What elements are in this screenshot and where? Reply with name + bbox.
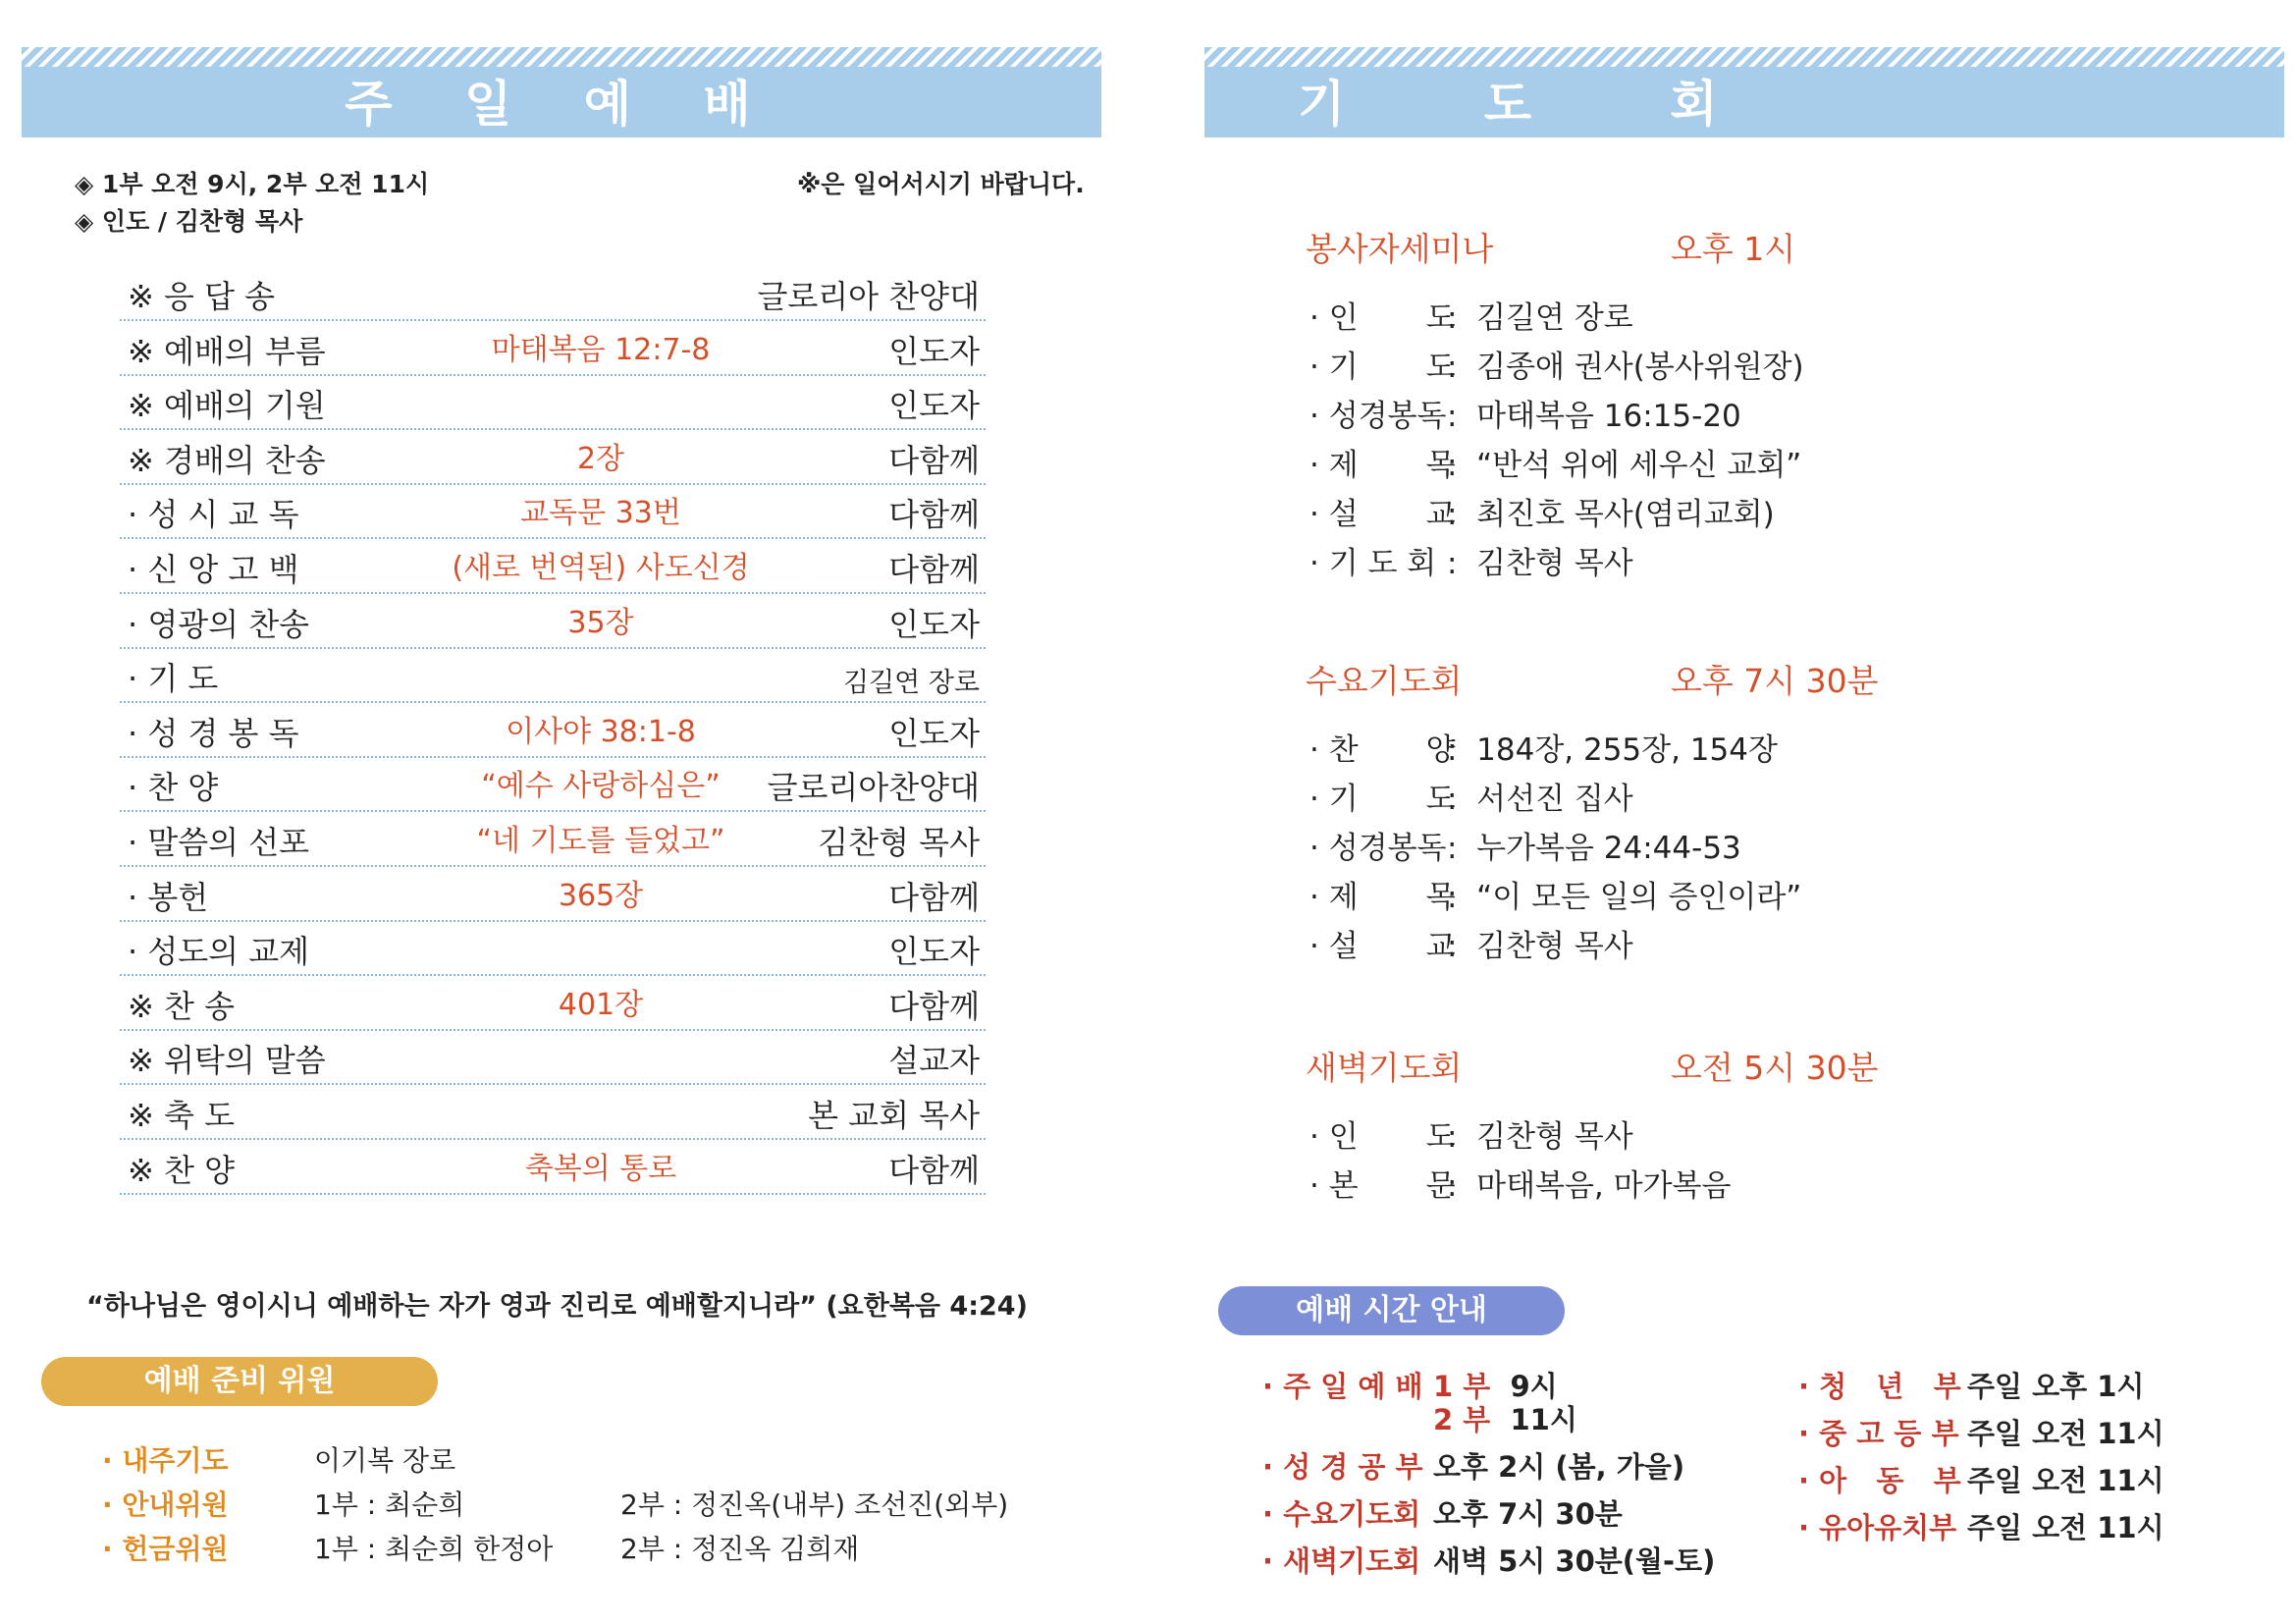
prayer-title: 기 도 회 [1298, 76, 1779, 133]
prayer-item [1309, 342, 1804, 386]
prayer-item [1309, 725, 1778, 769]
order-item-leader: 설교자 [888, 1042, 980, 1080]
schedule-item [1798, 1412, 2164, 1452]
schedule-value: 주일 오후 1시 [1967, 1370, 2145, 1403]
order-item-leader: 글로리아찬양대 [767, 769, 980, 807]
committee-part1: 1부 : 최순희 [314, 1489, 465, 1521]
schedule-pill [1218, 1286, 1565, 1335]
worship-info-1: ◈ 1부 오전 9시, 2부 오전 11시 [75, 170, 430, 198]
prayer-section-name: 새벽기도회 [1306, 1049, 1463, 1087]
prayer-item-value: : 마태복음, 마가복음 [1447, 1168, 1732, 1204]
prayer-item-value: : 김찬형 목사 [1447, 1119, 1633, 1155]
prayer-item-label: · 제 목 [1309, 880, 1456, 915]
order-item-leader: 인도자 [888, 387, 980, 425]
schedule-value: 주일 오전 11시 [1967, 1511, 2164, 1544]
order-item-leader: 다함께 [888, 1151, 980, 1189]
prayer-item [1309, 538, 1633, 582]
schedule-value: 주일 오전 11시 [1967, 1417, 2164, 1450]
order-row [120, 756, 986, 812]
order-row [120, 866, 986, 922]
schedule-item [1798, 1506, 2164, 1546]
order-row [120, 975, 986, 1031]
prayer-item-label: · 기 도 회 [1309, 546, 1437, 581]
prayer-item-label: · 기 도 [1309, 782, 1456, 817]
banner-stripe [1204, 47, 2284, 67]
prayer-item-label: · 설 교 [1309, 929, 1456, 964]
committee-pill [41, 1357, 438, 1406]
committee-label: · 내주기도 [102, 1444, 229, 1477]
prayer-section-time: 오후 7시 30분 [1671, 662, 1879, 700]
order-row [120, 593, 986, 649]
schedule-item [1262, 1445, 1684, 1486]
committee-part2: 2부 : 정진옥 김희재 [620, 1533, 860, 1565]
order-item-leader: 김찬형 목사 [818, 824, 980, 861]
prayer-item-value: : 184장, 255장, 154장 [1447, 732, 1778, 768]
prayer-section-time: 오후 1시 [1671, 230, 1796, 268]
order-row [120, 320, 986, 376]
prayer-section-name: 수요기도회 [1306, 662, 1463, 700]
committee-label: · 헌금위원 [102, 1533, 229, 1565]
schedule-part-time: 9시 [1490, 1370, 1558, 1403]
order-item-detail: 이사야 38:1-8 [506, 714, 696, 749]
order-item-name: · 성 시 교 독 [128, 496, 299, 534]
worship-title: 주 일 예 배 [345, 76, 778, 133]
prayer-item-value: : “반석 위에 세우신 교회” [1447, 448, 1802, 483]
worship-banner [22, 47, 1101, 137]
order-item-detail: 35장 [567, 605, 634, 640]
prayer-section-time: 오전 5시 30분 [1671, 1049, 1879, 1087]
prayer-item [1309, 489, 1775, 533]
schedule-label: · 수요기도회 [1262, 1497, 1421, 1531]
prayer-item-value: : 누가복음 24:44-53 [1447, 831, 1741, 866]
prayer-item-value: : 마태복음 16:15-20 [1447, 399, 1741, 434]
schedule-label: · 아 동 부 [1798, 1464, 1961, 1497]
prayer-item [1309, 823, 1741, 867]
order-row [120, 1139, 986, 1195]
prayer-item-value: : 최진호 목사(염리교회) [1447, 497, 1775, 532]
order-item-name: ※ 위탁의 말씀 [128, 1042, 326, 1080]
prayer-item [1309, 921, 1633, 965]
order-item-detail: 마태복음 12:7-8 [491, 332, 711, 367]
prayer-item [1309, 293, 1633, 337]
worship-note: ※은 일어서시기 바랍니다. [797, 170, 1085, 198]
order-item-name: · 성 경 봉 독 [128, 714, 299, 752]
schedule-item [1262, 1492, 1623, 1533]
schedule-part-time: 11시 [1490, 1403, 1577, 1436]
order-item-name: ※ 축 도 [128, 1097, 235, 1134]
banner-stripe [22, 47, 1101, 67]
order-item-detail: 401장 [558, 987, 644, 1022]
prayer-item-label: · 설 교 [1309, 497, 1456, 532]
prayer-section-name: 봉사자세미나 [1306, 230, 1494, 268]
order-item-leader: 인도자 [888, 714, 980, 752]
prayer-item-value: : 김찬형 목사 [1447, 929, 1633, 964]
prayer-item-label: · 본 문 [1309, 1168, 1456, 1204]
order-item-detail: 교독문 33번 [520, 496, 681, 531]
schedule-value: 새벽 5시 30분(월-토) [1433, 1544, 1716, 1578]
schedule-item [1262, 1398, 1577, 1438]
order-item-name: · 신 앙 고 백 [128, 551, 299, 588]
order-item-leader: 다함께 [888, 441, 980, 479]
order-row [120, 920, 986, 976]
prayer-item-label: · 기 도 [1309, 350, 1456, 385]
order-item-leader: 다함께 [888, 987, 980, 1025]
order-row [120, 811, 986, 867]
order-row [120, 265, 986, 321]
schedule-title: 예배 시간 안내 [1296, 1293, 1487, 1327]
prayer-item [1309, 391, 1741, 435]
worship-info-2: ◈ 인도 / 김찬형 목사 [75, 207, 303, 236]
order-item-name: ※ 예배의 기원 [128, 387, 326, 425]
committee-part1: 이기복 장로 [314, 1444, 456, 1477]
schedule-label: · 성 경 공 부 [1262, 1450, 1423, 1484]
order-row [120, 647, 986, 703]
order-row [120, 374, 986, 430]
order-item-leader: 인도자 [888, 332, 980, 370]
schedule-part-label: 1 부 [1433, 1370, 1491, 1403]
committee-title: 예배 준비 위원 [143, 1364, 336, 1398]
order-item-name: · 찬 양 [128, 769, 219, 807]
schedule-label: · 주 일 예 배 [1262, 1370, 1423, 1403]
order-item-name: ※ 찬 송 [128, 987, 235, 1025]
order-item-name: · 영광의 찬송 [128, 605, 310, 643]
prayer-item [1309, 440, 1801, 484]
prayer-item [1309, 872, 1801, 916]
order-item-detail: “네 기도를 들었고” [476, 824, 725, 858]
schedule-value: 오후 7시 30분 [1433, 1497, 1623, 1531]
prayer-item [1309, 1111, 1633, 1156]
prayer-banner [1204, 47, 2284, 137]
order-item-name: · 말씀의 선포 [128, 824, 310, 861]
order-row [120, 483, 986, 539]
order-item-name: ※ 찬 양 [128, 1151, 235, 1189]
order-item-name: · 성도의 교제 [128, 933, 310, 971]
schedule-part-label: 2 부 [1433, 1403, 1491, 1436]
order-item-leader: 다함께 [888, 496, 980, 534]
schedule-value: 오후 2시 (봄, 가을) [1433, 1450, 1685, 1484]
order-item-name: · 기 도 [128, 660, 219, 698]
prayer-item-label: · 성경봉독 [1309, 399, 1447, 434]
order-item-name: ※ 경배의 찬송 [128, 441, 326, 479]
prayer-item-value: : 김길연 장로 [1447, 300, 1633, 336]
order-row [120, 702, 986, 758]
prayer-item-label: · 성경봉독 [1309, 831, 1447, 866]
schedule-item [1798, 1459, 2164, 1499]
schedule-label: · 청 년 부 [1798, 1370, 1961, 1403]
prayer-item-label: · 인 도 [1309, 300, 1456, 336]
prayer-item-label: · 찬 양 [1309, 732, 1456, 768]
order-row [120, 1029, 986, 1085]
order-row [120, 429, 986, 485]
order-item-name: ※ 응 답 송 [128, 278, 276, 315]
schedule-label: · 중 고 등 부 [1798, 1417, 1959, 1450]
prayer-item [1309, 1161, 1731, 1205]
schedule-label: · 새벽기도회 [1262, 1544, 1421, 1578]
order-row [120, 1084, 986, 1140]
schedule-value: 주일 오전 11시 [1967, 1464, 2164, 1497]
schedule-label: · 유아유치부 [1798, 1511, 1957, 1544]
order-item-leader: 김길연 장로 [843, 668, 980, 699]
order-item-name: ※ 예배의 부름 [128, 332, 326, 370]
prayer-item-label: · 인 도 [1309, 1119, 1456, 1155]
order-item-leader: 인도자 [888, 605, 980, 643]
prayer-item-value: : 서선진 집사 [1447, 782, 1633, 817]
order-item-detail: (새로 번역된) 사도신경 [452, 551, 750, 585]
committee-part1: 1부 : 최순희 한정아 [314, 1533, 554, 1565]
order-item-leader: 다함께 [888, 551, 980, 588]
order-item-name: · 봉헌 [128, 878, 209, 916]
schedule-item [1262, 1540, 1715, 1580]
committee-label: · 안내위원 [102, 1489, 229, 1521]
order-item-detail: 축복의 통로 [524, 1151, 677, 1186]
order-item-leader: 글로리아 찬양대 [757, 278, 980, 315]
schedule-value [1433, 1403, 1577, 1436]
order-row [120, 538, 986, 594]
order-item-detail: 365장 [558, 878, 644, 913]
order-item-leader: 본 교회 목사 [808, 1097, 980, 1134]
order-item-detail: “예수 사랑하심은” [481, 769, 721, 804]
committee-part2: 2부 : 정진옥(내부) 조선진(외부) [620, 1489, 1009, 1521]
prayer-item-value: : 김찬형 목사 [1447, 546, 1633, 581]
order-item-detail: 2장 [576, 441, 625, 476]
schedule-item [1798, 1365, 2144, 1405]
prayer-item [1309, 774, 1633, 818]
order-item-leader: 다함께 [888, 878, 980, 916]
prayer-item-value: : 김종애 권사(봉사위원장) [1447, 350, 1804, 385]
order-item-leader: 인도자 [888, 933, 980, 971]
prayer-item-value: : “이 모든 일의 증인이라” [1447, 880, 1802, 915]
scripture-verse: “하나님은 영이시니 예배하는 자가 영과 진리로 예배할지니라” (요한복음 4:24) [86, 1291, 1028, 1322]
prayer-item-label: · 제 목 [1309, 448, 1456, 483]
